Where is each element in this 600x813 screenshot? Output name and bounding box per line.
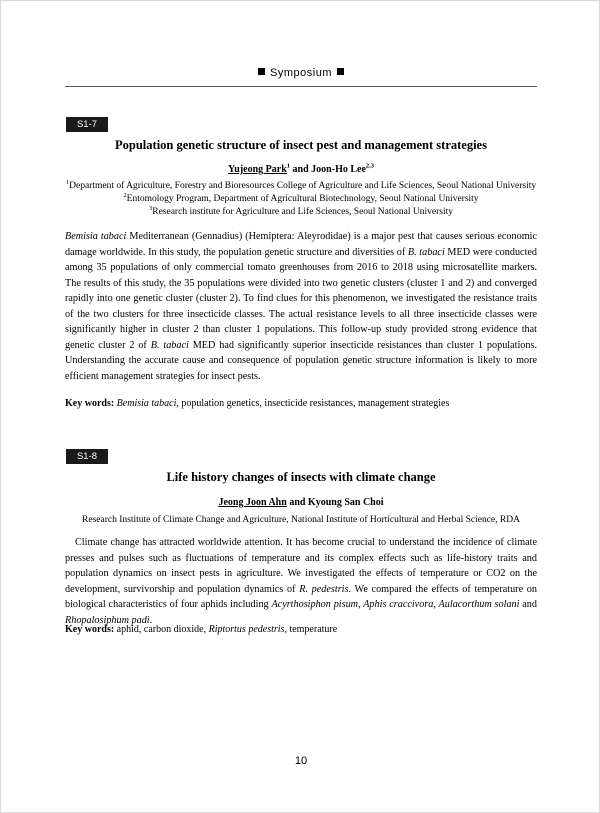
author-sup: 1 <box>286 162 291 170</box>
italic-run: Acyrthosiphon pisum, Aphis craccivora, Aulacorthum solani <box>271 599 520 610</box>
text-run: and <box>519 599 537 610</box>
italic-run: B. tabaci <box>150 339 189 351</box>
italic-run: Bemisia tabaci, <box>116 398 179 409</box>
affiliation-text: Department of Agriculture, Forestry and Bioresources College of Agriculture and Life Sciences, Seoul National University <box>69 181 537 191</box>
author-separator: and <box>290 164 312 175</box>
affiliation-text: Research Institute of Climate Change and Agriculture, National Institute of Horticultural and Herbal Science, RDA <box>82 515 520 525</box>
affiliation-sup: 3 <box>149 204 153 212</box>
text-run: MED were conducted among 35 populations of only commercial tomato greenhouses from 2016 to 2018 using microsatellite markers. The results of this study, the 35 populations were divided into two genetic clusters (cluster 1 and 2) and converged rapidly into one genetic cluster (cluster 2). To find clues for this phenomenon, we investigated the resistance traits of the two clusters for three insecticide classes. The actual resistance levels to all three insecticide classes were significantly higher in cluster 2 than cluster 1 populations. This follow-up study provided strong evidence that genetic cluster 2 of <box>65 246 538 351</box>
italic-run: R. pedestris <box>299 583 349 595</box>
affiliation <box>65 515 537 525</box>
italic-run: B. tabaci <box>407 246 445 258</box>
keywords <box>65 624 537 635</box>
text-run: Mediterranean (Gennadius) (Hemiptera: Aleyrodidae) is a major pest that causes serious economic damage worldwide. In this study, the population genetic structure and diversities of <box>65 231 537 258</box>
section-title: Population genetic structure of insect pest and management strategies <box>115 138 487 152</box>
affiliation-text: Research institute for Agriculture and Life Sciences, Seoul National University <box>152 207 453 217</box>
square-bullet-icon <box>258 68 265 75</box>
italic-run: Riptortus pedestris <box>208 624 285 635</box>
abstract-paragraph <box>65 535 537 628</box>
text-run: population genetics, insecticide resistances, management strategies <box>178 398 450 409</box>
text-run: . <box>149 614 153 626</box>
author-name: Jeong Joon Ahn <box>218 497 287 508</box>
abstract <box>65 535 537 628</box>
section-title: Life history changes of insects with climate change <box>166 470 436 484</box>
abstract-paragraph <box>65 229 537 384</box>
keywords-label: Key words: <box>65 624 115 635</box>
page-number: 10 <box>294 755 308 767</box>
author-list <box>65 164 537 175</box>
affiliation-text: Entomology Program, Department of Agricultural Biotechnology, Seoul National University <box>126 194 479 204</box>
author-name: Yujeong Park <box>227 164 287 175</box>
author-list <box>65 497 537 508</box>
text-run: Climate change has attracted worldwide attention. It has become crucial to understand the incidence of climate presses and pulses such as fluctuations of temperature and its complex effects such as life-history traits and population dynamics on insect pests in agriculture. We investigated the effects of temperature or CO2 on the development, survivorship and population dynamics of <box>65 537 537 595</box>
text-run: aphid, carbon dioxide, <box>114 624 209 635</box>
keywords-text <box>114 398 449 409</box>
running-header <box>1 67 600 79</box>
section-badge: S1-7 <box>66 117 108 132</box>
header-rule <box>65 86 537 87</box>
affiliation-sup: 1 <box>65 178 70 186</box>
text-run: MED had significantly superior insecticide resistances than cluster 1 populations. Understanding the accurate cause and consequence of population genetic structure information is likely to more efficient management strategies for insect pests. <box>65 339 537 382</box>
keywords-text <box>114 624 337 635</box>
author-sup: 2,3 <box>365 162 375 170</box>
affiliation-sup: 2 <box>123 191 127 199</box>
text-run: , temperature <box>284 624 338 635</box>
text-run: . We compared the effects of temperature on biological characteristics of four aphids including <box>65 583 537 610</box>
square-bullet-icon <box>337 68 344 75</box>
header-label: Symposium <box>270 67 332 79</box>
affiliation <box>65 178 537 191</box>
keywords <box>65 398 537 409</box>
author-name: Joon-Ho Lee <box>311 164 366 175</box>
abstract <box>65 229 537 384</box>
affiliation <box>65 191 537 204</box>
italic-run: Rhopalosiphum padi <box>65 614 150 626</box>
italic-run: Bemisia tabaci <box>65 231 127 242</box>
section-badge: S1-8 <box>66 449 108 464</box>
keywords-label: Key words: <box>65 398 115 409</box>
affiliation <box>65 204 537 217</box>
author-separator: and Kyoung San Choi <box>286 497 384 508</box>
